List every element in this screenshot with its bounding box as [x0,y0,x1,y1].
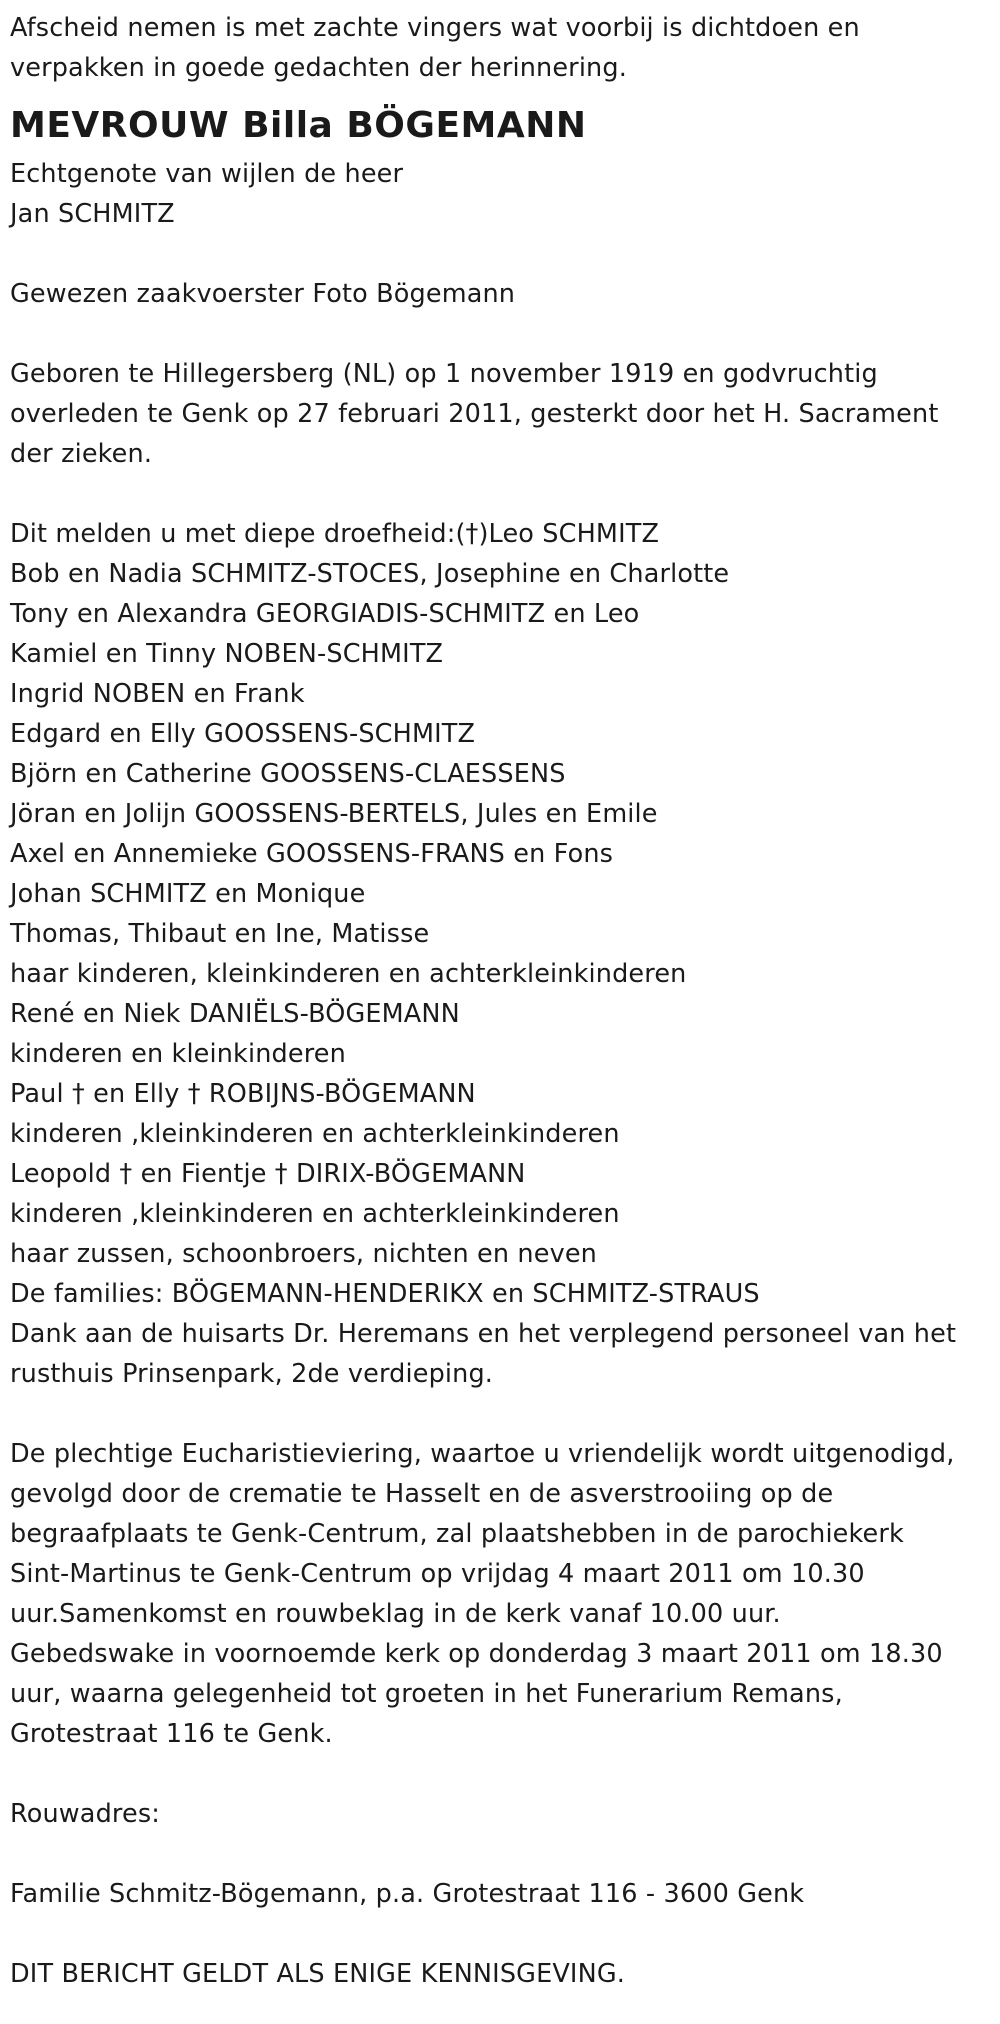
ceremony-line: Grotestraat 116 te Genk. [10,1719,333,1749]
family-line: Johan SCHMITZ en Monique [10,879,366,909]
family-line: Paul † en Elly † ROBIJNS-BÖGEMANN [10,1079,476,1109]
family-line: Dit melden u met diepe droefheid:(†)Leo SCHMITZ [10,519,660,549]
family-line: De families: BÖGEMANN-HENDERIKX en SCHMITZ-STRAUS [10,1279,760,1309]
family-line: Björn en Catherine GOOSSENS-CLAESSENS [10,759,566,789]
family-line: Bob en Nadia SCHMITZ-STOCES, Josephine en Charlotte [10,559,730,589]
birth-death-line: Geboren te Hillegersberg (NL) op 1 november 1919 en godvruchtig [10,359,878,389]
family-line: Dank aan de huisarts Dr. Heremans en het verplegend personeel van het [10,1319,957,1349]
ceremony-line: gevolgd door de crematie te Hasselt en de asverstrooiing op de [10,1479,834,1509]
family-line: Edgard en Elly GOOSSENS-SCHMITZ [10,719,476,749]
family-line: kinderen ,kleinkinderen en achterkleinkinderen [10,1199,620,1229]
family-line: Leopold † en Fientje † DIRIX-BÖGEMANN [10,1159,526,1189]
occupation-line: Gewezen zaakvoerster Foto Bögemann [10,279,516,309]
birth-death-line: der zieken. [10,439,153,469]
notice-line: DIT BERICHT GELDT ALS ENIGE KENNISGEVING. [10,1959,625,1989]
ceremony-line: uur, waarna gelegenheid tot groeten in het Funerarium Remans, [10,1679,843,1709]
address-line: Familie Schmitz-Bögemann, p.a. Grotestraat 116 - 3600 Genk [10,1879,805,1909]
intro-line: verpakken in goede gedachten der herinnering. [10,53,627,83]
ceremony-line: Sint-Martinus te Genk-Centrum op vrijdag 4 maart 2011 om 10.30 [10,1559,865,1589]
family-line: Ingrid NOBEN en Frank [10,679,305,709]
family-line: René en Niek DANIËLS-BÖGEMANN [10,999,460,1029]
ceremony-line: uur.Samenkomst en rouwbeklag in de kerk vanaf 10.00 uur. [10,1599,781,1629]
intro-line: Afscheid nemen is met zachte vingers wat voorbij is dichtdoen en [10,13,860,43]
ceremony-line: Gebedswake in voornoemde kerk op donderdag 3 maart 2011 om 18.30 [10,1639,943,1669]
birth-death-line: overleden te Genk op 27 februari 2011, gesterkt door het H. Sacrament [10,399,939,429]
spouse-line: Jan SCHMITZ [10,199,175,229]
family-line: Axel en Annemieke GOOSSENS-FRANS en Fons [10,839,614,869]
family-line: Thomas, Thibaut en Ine, Matisse [10,919,430,949]
ceremony-line: De plechtige Eucharistieviering, waartoe u vriendelijk wordt uitgenodigd, [10,1439,955,1469]
address-label: Rouwadres: [10,1799,160,1829]
family-line: kinderen ,kleinkinderen en achterkleinkinderen [10,1119,620,1149]
family-line: Tony en Alexandra GEORGIADIS-SCHMITZ en Leo [10,599,640,629]
family-line: kinderen en kleinkinderen [10,1039,346,1069]
death-notice [10,8,995,1994]
spouse-line: Echtgenote van wijlen de heer [10,159,404,189]
family-line: rusthuis Prinsenpark, 2de verdieping. [10,1359,494,1389]
family-line: Jöran en Jolijn GOOSSENS-BERTELS, Jules en Emile [10,799,658,829]
family-line: Kamiel en Tinny NOBEN-SCHMITZ [10,639,444,669]
ceremony-line: begraafplaats te Genk-Centrum, zal plaatshebben in de parochiekerk [10,1519,904,1549]
deceased-name: MEVROUW Billa BÖGEMANN [10,105,587,146]
family-line: haar zussen, schoonbroers, nichten en neven [10,1239,597,1269]
family-line: haar kinderen, kleinkinderen en achterkleinkinderen [10,959,687,989]
